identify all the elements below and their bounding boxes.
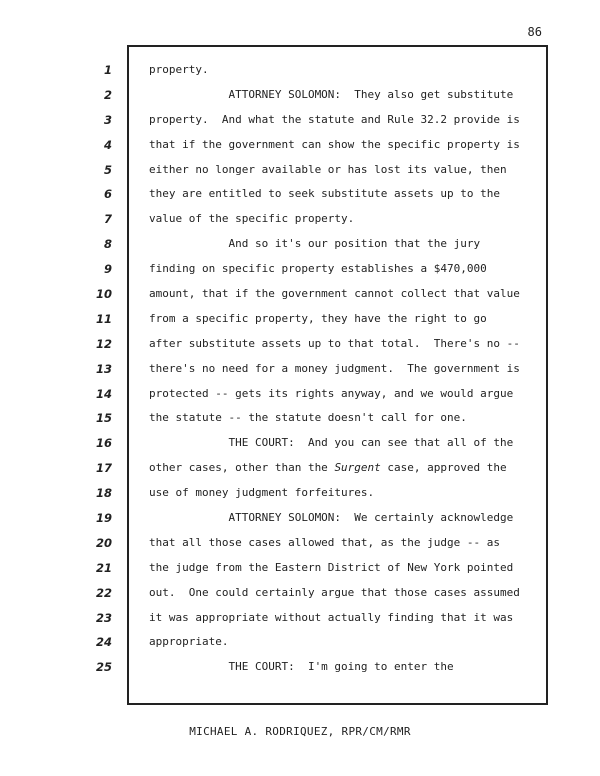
transcript-line-text: other cases, other than the — [149, 461, 335, 475]
line-number: 16 — [95, 436, 112, 451]
line-number: 21 — [95, 560, 112, 575]
line-number: 24 — [95, 635, 112, 650]
court-reporter-footer: MICHAEL A. RODRIQUEZ, RPR/CM/RMR — [189, 725, 411, 738]
transcript-line: THE COURT: I'm going to enter the — [149, 660, 454, 674]
line-number: 13 — [95, 361, 112, 376]
page-number: 86 — [527, 25, 542, 39]
line-number: 4 — [103, 137, 112, 152]
line-number: 14 — [95, 386, 112, 401]
transcript-line: from a specific property, they have the right to go — [149, 311, 487, 325]
line-number: 23 — [95, 610, 112, 625]
transcript-line — [149, 458, 544, 483]
line-number: 25 — [95, 660, 112, 675]
transcript-line: And so it's our position that the jury — [149, 237, 481, 251]
transcript-line: that if the government can show the specific property is — [149, 137, 520, 151]
transcript-line: there's no need for a money judgment. The government is — [149, 361, 520, 375]
transcript-line: that all those cases allowed that, as the judge -- as — [149, 535, 500, 549]
transcript-line: it was appropriate without actually finding that it was — [149, 610, 514, 624]
case-name-italic: Surgent — [334, 461, 381, 475]
transcript-line: the judge from the Eastern District of New York pointed — [149, 560, 514, 574]
line-number: 5 — [103, 162, 112, 177]
transcript-line: ATTORNEY SOLOMON: We certainly acknowledge — [149, 511, 514, 525]
transcript-line: out. One could certainly argue that those cases assumed — [149, 585, 520, 599]
line-number: 11 — [95, 311, 112, 326]
transcript-text — [149, 60, 544, 682]
line-number-column — [80, 60, 112, 682]
line-number: 8 — [103, 237, 112, 252]
transcript-line: property. And what the statute and Rule 32.2 provide is — [149, 112, 520, 126]
line-number: 10 — [95, 287, 112, 302]
transcript-line: either no longer available or has lost its value, then — [149, 162, 507, 176]
transcript-line: amount, that if the government cannot collect that value — [149, 287, 520, 301]
transcript-line: protected -- gets its rights anyway, and we would argue — [149, 386, 514, 400]
line-number: 6 — [103, 187, 112, 202]
transcript-line: appropriate. — [149, 635, 229, 649]
transcript-line: property. — [149, 63, 209, 76]
line-number: 7 — [103, 212, 112, 227]
transcript-line: the statute -- the statute doesn't call for one. — [149, 411, 467, 425]
line-number: 19 — [95, 511, 112, 526]
line-number: 3 — [103, 112, 112, 127]
line-number: 17 — [95, 461, 112, 476]
transcript-line: use of money judgment forfeitures. — [149, 486, 375, 500]
line-number: 18 — [95, 486, 112, 501]
line-number: 9 — [103, 262, 112, 277]
transcript-line: finding on specific property establishes a $470,000 — [149, 262, 487, 276]
line-number: 2 — [103, 87, 112, 102]
transcript-line: value of the specific property. — [149, 212, 355, 226]
transcript-line: THE COURT: And you can see that all of the — [149, 436, 514, 450]
line-number: 12 — [95, 336, 112, 351]
transcript-line-text: case, approved the — [380, 461, 507, 475]
transcript-line: after substitute assets up to that total. There's no -- — [149, 336, 520, 350]
transcript-line: ATTORNEY SOLOMON: They also get substitute — [149, 87, 514, 101]
line-number: 20 — [95, 535, 112, 550]
transcript-line: they are entitled to seek substitute assets up to the — [149, 187, 500, 201]
line-number: 22 — [95, 585, 112, 600]
line-number: 15 — [95, 411, 112, 426]
line-number: 1 — [103, 63, 112, 77]
